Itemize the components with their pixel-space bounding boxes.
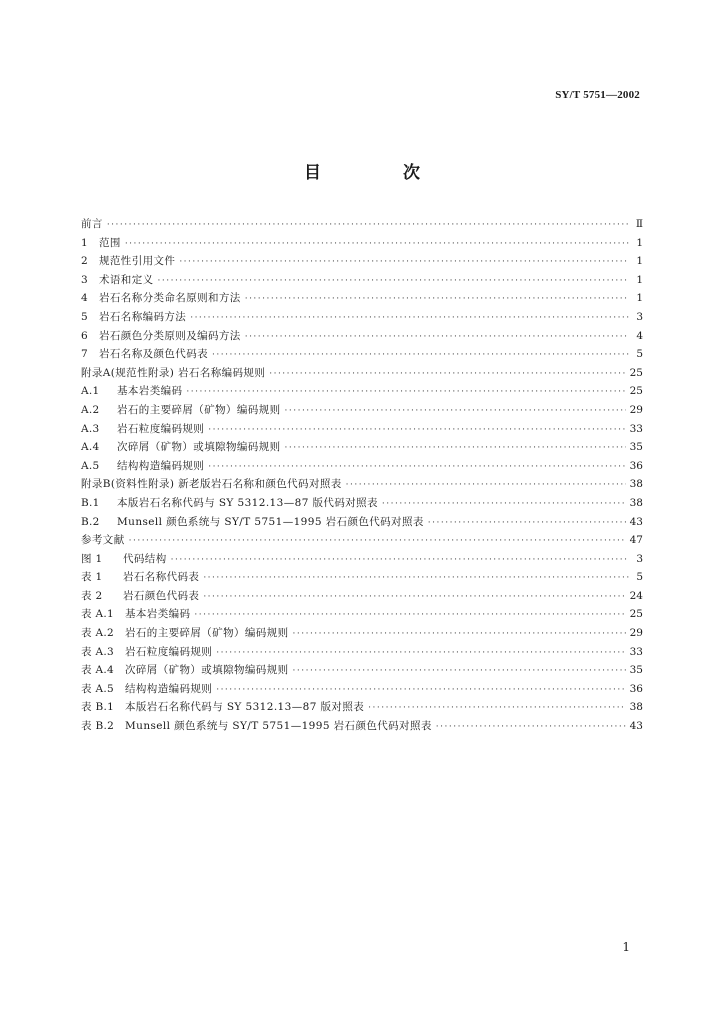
toc-entry[interactable] bbox=[81, 457, 643, 476]
toc-entry-page: 33 bbox=[629, 645, 643, 658]
toc-entry-title: 岩石颜色代码表 bbox=[123, 589, 200, 602]
toc-entry[interactable] bbox=[81, 624, 643, 643]
toc-entry-page: 3 bbox=[636, 310, 643, 323]
toc-entry-title: 附录A(规范性附录) 岩石名称编码规则 bbox=[81, 366, 266, 379]
toc-entry-page: 1 bbox=[636, 292, 643, 305]
toc-entry[interactable] bbox=[81, 680, 643, 699]
toc-entry-title: 岩石粒度编码规则 bbox=[125, 645, 213, 658]
toc-entry-page: 33 bbox=[629, 422, 643, 435]
toc-leader-dots bbox=[428, 514, 626, 533]
toc-entry-page: Ⅱ bbox=[635, 218, 643, 230]
toc-entry-number: 3 bbox=[81, 273, 88, 286]
toc-entry-number: 4 bbox=[81, 292, 88, 305]
toc-entry[interactable] bbox=[81, 513, 643, 532]
toc-entry-number: A.2 bbox=[81, 403, 100, 416]
toc-leader-dots bbox=[158, 272, 630, 291]
toc-leader-dots bbox=[285, 402, 626, 421]
toc-entry-number: 表 A.3 bbox=[81, 645, 114, 658]
standard-code: SY/T 5751—2002 bbox=[555, 89, 640, 101]
toc-entry[interactable] bbox=[81, 234, 643, 253]
toc-entry[interactable] bbox=[81, 568, 643, 587]
toc-entry-page: 43 bbox=[629, 515, 643, 528]
toc-entry[interactable] bbox=[81, 475, 643, 494]
toc-entry-number: 表 A.1 bbox=[81, 608, 114, 621]
toc-entry-page: 4 bbox=[636, 329, 643, 342]
toc-entry-number: A.3 bbox=[81, 422, 100, 435]
toc-entry-title: 岩石的主要碎屑（矿物）编码规则 bbox=[125, 627, 289, 640]
toc-entry-page: 29 bbox=[629, 403, 643, 416]
toc-leader-dots bbox=[293, 662, 626, 681]
toc-leader-dots bbox=[186, 383, 625, 402]
toc-entry[interactable] bbox=[81, 327, 643, 346]
toc-entry-page: 36 bbox=[629, 682, 643, 695]
toc-entry-page: 24 bbox=[629, 589, 643, 602]
toc-entry-title: 结构构造编码规则 bbox=[125, 682, 213, 695]
toc-entry-page: 35 bbox=[629, 664, 643, 677]
toc-entry[interactable] bbox=[81, 698, 643, 717]
toc-entry-page: 38 bbox=[629, 701, 643, 714]
toc-entry-page: 1 bbox=[636, 236, 643, 249]
toc-entry-title: 附录B(资料性附录) 新老版岩石名称和颜色代码对照表 bbox=[81, 478, 342, 491]
toc-leader-dots bbox=[269, 365, 625, 384]
toc-leader-dots bbox=[346, 476, 626, 495]
toc-entry-title: 次碎屑（矿物）或填隙物编码规则 bbox=[125, 664, 289, 677]
toc-entry-number: 6 bbox=[81, 329, 88, 342]
toc-leader-dots bbox=[203, 588, 625, 607]
toc-entry-title: 岩石名称编码方法 bbox=[99, 310, 187, 323]
toc-entry-page: 25 bbox=[629, 608, 643, 621]
toc-entry-number: 表 1 bbox=[81, 571, 103, 584]
toc-entry[interactable] bbox=[81, 401, 643, 420]
toc-entry-number: B.1 bbox=[81, 496, 100, 509]
toc-entry-title: Munsell 颜色系统与 SY/T 5751—1995 岩石颜色代码对照表 bbox=[125, 720, 432, 733]
toc-entry-title: Munsell 颜色系统与 SY/T 5751—1995 岩石颜色代码对照表 bbox=[117, 515, 424, 528]
toc-leader-dots bbox=[216, 644, 625, 663]
toc-entry[interactable] bbox=[81, 550, 643, 569]
toc-entry-number: 表 2 bbox=[81, 589, 103, 602]
page-number: 1 bbox=[622, 940, 630, 954]
toc-leader-dots bbox=[212, 346, 629, 365]
toc-entry-page: 38 bbox=[629, 496, 643, 509]
toc-entry-title: 基本岩类编码 bbox=[117, 385, 183, 398]
toc-entry-number: 2 bbox=[81, 255, 88, 268]
toc-entry-number: A.1 bbox=[81, 385, 100, 398]
toc-entry-number: 表 A.4 bbox=[81, 664, 114, 677]
toc-entry-number: 表 B.2 bbox=[81, 720, 115, 733]
toc-entry-title: 参考文献 bbox=[81, 534, 125, 547]
toc-entry-page: 25 bbox=[629, 385, 643, 398]
toc-entry-title: 结构构造编码规则 bbox=[117, 459, 205, 472]
toc-entry-title: 本版岩石名称代码与 SY 5312.13—87 版代码对照表 bbox=[117, 496, 378, 509]
toc-leader-dots bbox=[194, 606, 625, 625]
toc-entry[interactable] bbox=[81, 494, 643, 513]
toc-entry-number: 表 A.2 bbox=[81, 627, 114, 640]
toc-leader-dots bbox=[245, 290, 629, 309]
toc-entry-title: 岩石名称及颜色代码表 bbox=[99, 348, 208, 361]
toc-leader-dots bbox=[179, 253, 629, 272]
toc-entry[interactable] bbox=[81, 438, 643, 457]
toc-entry-number: 图 1 bbox=[81, 552, 103, 565]
toc-entry-page: 43 bbox=[629, 720, 643, 733]
toc-entry-title: 前言 bbox=[81, 218, 103, 230]
toc-entry-page: 1 bbox=[636, 255, 643, 268]
toc-entry[interactable] bbox=[81, 364, 643, 383]
toc-entry-number: 表 A.5 bbox=[81, 682, 114, 695]
toc-leader-dots bbox=[208, 421, 625, 440]
toc-leader-dots bbox=[171, 551, 629, 570]
toc-entry[interactable] bbox=[81, 661, 643, 680]
table-of-contents bbox=[81, 215, 643, 736]
toc-entry-page: 35 bbox=[629, 441, 643, 454]
toc-leader-dots bbox=[368, 699, 626, 718]
toc-leader-dots bbox=[245, 328, 629, 347]
toc-leader-dots bbox=[436, 718, 626, 737]
toc-leader-dots bbox=[107, 216, 629, 235]
toc-leader-dots bbox=[208, 458, 625, 477]
toc-entry-number: 7 bbox=[81, 348, 88, 361]
toc-entry-page: 1 bbox=[636, 273, 643, 286]
toc-leader-dots bbox=[129, 532, 626, 551]
toc-entry[interactable] bbox=[81, 271, 643, 290]
toc-entry-number: A.4 bbox=[81, 441, 100, 454]
toc-entry[interactable] bbox=[81, 717, 643, 736]
toc-entry-title: 岩石名称代码表 bbox=[123, 571, 200, 584]
toc-entry-title: 代码结构 bbox=[123, 552, 167, 565]
toc-entry-number: 表 B.1 bbox=[81, 701, 115, 714]
toc-entry-number: 1 bbox=[81, 236, 88, 249]
toc-entry-title: 岩石颜色分类原则及编码方法 bbox=[99, 329, 241, 342]
toc-entry-title: 次碎屑（矿物）或填隙物编码规则 bbox=[117, 441, 281, 454]
toc-leader-dots bbox=[190, 309, 629, 328]
toc-entry-page: 36 bbox=[629, 459, 643, 472]
toc-entry[interactable] bbox=[81, 308, 643, 327]
toc-entry[interactable] bbox=[81, 531, 643, 550]
toc-entry[interactable] bbox=[81, 252, 643, 271]
toc-leader-dots bbox=[382, 495, 626, 514]
toc-entry[interactable] bbox=[81, 643, 643, 662]
toc-entry-title: 本版岩石名称代码与 SY 5312.13—87 版对照表 bbox=[125, 701, 365, 714]
toc-entry[interactable] bbox=[81, 420, 643, 439]
toc-entry-page: 47 bbox=[629, 534, 643, 547]
toc-entry-number: 5 bbox=[81, 310, 88, 323]
toc-leader-dots bbox=[125, 235, 629, 254]
toc-entry-number: A.5 bbox=[81, 459, 100, 472]
toc-leader-dots bbox=[216, 681, 625, 700]
toc-entry-page: 38 bbox=[629, 478, 643, 491]
toc-entry-title: 基本岩类编码 bbox=[125, 608, 191, 621]
toc-entry-page: 3 bbox=[636, 552, 643, 565]
toc-entry[interactable] bbox=[81, 605, 643, 624]
toc-entry-title: 岩石粒度编码规则 bbox=[117, 422, 205, 435]
toc-entry[interactable] bbox=[81, 345, 643, 364]
toc-leader-dots bbox=[285, 439, 626, 458]
toc-entry-title: 范围 bbox=[99, 236, 121, 249]
toc-entry-title: 岩石名称分类命名原则和方法 bbox=[99, 292, 241, 305]
toc-entry-page: 29 bbox=[629, 627, 643, 640]
toc-leader-dots bbox=[203, 569, 629, 588]
toc-entry[interactable] bbox=[81, 215, 643, 234]
toc-entry[interactable] bbox=[81, 382, 643, 401]
toc-leader-dots bbox=[293, 625, 626, 644]
page-title: 目 次 bbox=[304, 163, 458, 183]
toc-entry-title: 规范性引用文件 bbox=[99, 255, 176, 268]
toc-entry[interactable] bbox=[81, 587, 643, 606]
toc-entry-title: 术语和定义 bbox=[99, 273, 154, 286]
toc-entry-page: 5 bbox=[636, 348, 643, 361]
toc-entry-number: B.2 bbox=[81, 515, 100, 528]
toc-entry-title: 岩石的主要碎屑（矿物）编码规则 bbox=[117, 403, 281, 416]
toc-entry-page: 5 bbox=[636, 571, 643, 584]
toc-entry[interactable] bbox=[81, 289, 643, 308]
toc-entry-page: 25 bbox=[629, 366, 643, 379]
